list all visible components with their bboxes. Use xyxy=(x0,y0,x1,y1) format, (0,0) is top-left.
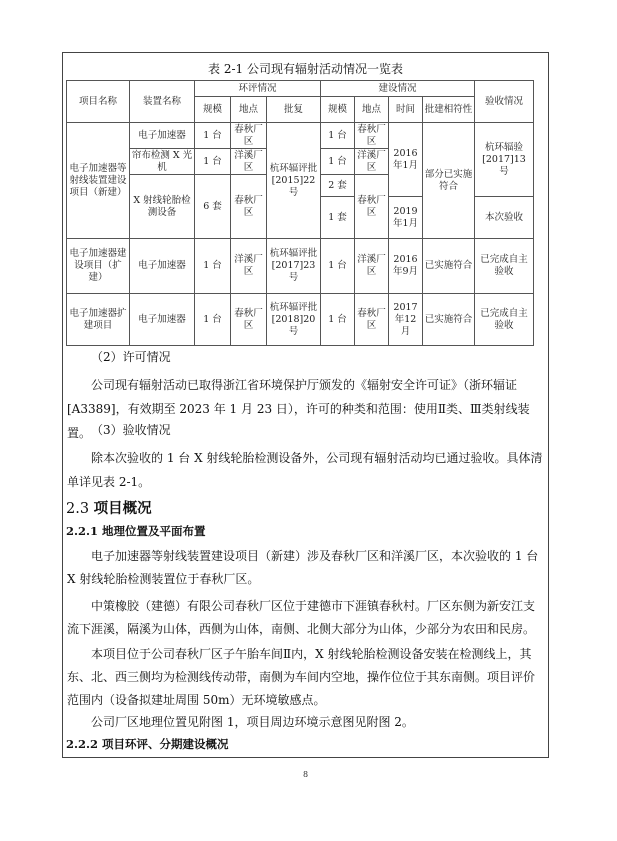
p1-approval: 杭环辐评批[2015]22号 xyxy=(267,123,321,239)
p1-device-1: 电子加速器 xyxy=(130,123,195,149)
header-eia-scale: 规模 xyxy=(195,97,231,123)
table-caption: 表 2-1 公司现有辐射活动情况一览表 xyxy=(208,62,403,76)
header-project-name: 项目名称 xyxy=(67,81,130,123)
p3-eia-scale: 1 台 xyxy=(195,294,231,346)
p3-build-location: 春秋厂区 xyxy=(355,294,389,346)
p1-build-scale-4: 1 套 xyxy=(321,197,355,239)
license-heading: （2）许可情况 xyxy=(91,350,171,364)
page-number: 8 xyxy=(302,770,309,779)
section-heading xyxy=(66,497,152,518)
p1-eia-scale-1: 1 台 xyxy=(195,123,231,149)
p2-build-location: 洋溪厂区 xyxy=(355,239,389,294)
header-time: 时间 xyxy=(389,97,423,123)
header-eia-group: 环评情况 xyxy=(195,81,321,97)
header-device-name: 装置名称 xyxy=(130,81,195,123)
p1-conformity: 部分已实施符合 xyxy=(423,123,475,239)
p2-project-name: 电子加速器建设项目（扩建） xyxy=(67,239,130,294)
section-number: 2.3 xyxy=(66,501,90,517)
p1-acceptance-1: 杭环辐验[2017]13 号 xyxy=(475,123,534,197)
location-paragraph-2: 中策橡胶（建德）有限公司春秋厂区位于建德市下涯镇春秋村。厂区东侧为新安江支流下涯溪，隔溪为山体，西侧为山体，南侧、北侧大部分为山体，少部分为农田和民房。 xyxy=(67,599,536,636)
radiation-activity-table xyxy=(66,80,534,346)
acceptance-heading: （3）验收情况 xyxy=(91,423,171,437)
header-build-location: 地点 xyxy=(355,97,389,123)
license-paragraph: 公司现有辐射活动已取得浙江省环境保护厅颁发的《辐射安全许可证》（浙环辐证[A3389]，有效期至 2023 年 1 月 23 日），许可的种类和范围：使用Ⅱ类、Ⅲ类射线装置。 xyxy=(67,378,530,440)
p1-build-scale-2: 1 台 xyxy=(321,149,355,175)
p3-acceptance: 已完成自主验收 xyxy=(475,294,534,346)
header-acceptance: 验收情况 xyxy=(475,81,534,123)
p3-time: 2017年12月 xyxy=(389,294,423,346)
p2-acceptance: 已完成自主验收 xyxy=(475,239,534,294)
p2-build-scale: 1 台 xyxy=(321,239,355,294)
p1-acceptance-2: 本次验收 xyxy=(475,197,534,239)
header-build-group: 建设情况 xyxy=(321,81,475,97)
p1-build-scale-3: 2 套 xyxy=(321,175,355,197)
p1-eia-scale-2: 1 台 xyxy=(195,149,231,175)
p1-eia-location-1: 春秋厂区 xyxy=(231,123,267,149)
p2-eia-scale: 1 台 xyxy=(195,239,231,294)
p1-build-location-2: 洋溪厂区 xyxy=(355,149,389,175)
location-paragraph-3: 本项目位于公司春秋厂区子午胎车间Ⅱ内，X 射线轮胎检测设备安装在检测线上，其东、北、西三侧均为检测线传动带，南侧为车间内空地，操作位位于其东南侧。项目评价范围内（设备拟建址周围 50m）无环境敏感点。 xyxy=(67,647,536,707)
header-eia-location: 地点 xyxy=(231,97,267,123)
p2-device: 电子加速器 xyxy=(130,239,195,294)
p1-device-3: X 射线轮胎检测设备 xyxy=(130,175,195,239)
header-conformity: 批建相符性 xyxy=(423,97,475,123)
p1-eia-scale-3: 6 套 xyxy=(195,175,231,239)
header-build-scale: 规模 xyxy=(321,97,355,123)
p3-build-scale: 1 台 xyxy=(321,294,355,346)
location-paragraph-1: 电子加速器等射线装置建设项目（新建）涉及春秋厂区和洋溪厂区，本次验收的 1 台 X 射线轮胎检测装置位于春秋厂区。 xyxy=(67,549,539,586)
acceptance-paragraph: 除本次验收的 1 台 X 射线轮胎检测设备外，公司现有辐射活动均已通过验收。具体清单详见表 2-1。 xyxy=(67,451,543,489)
p1-build-location-3: 春秋厂区 xyxy=(355,175,389,239)
p3-eia-location: 春秋厂区 xyxy=(231,294,267,346)
p1-build-scale-1: 1 台 xyxy=(321,123,355,149)
p3-approval: 杭环辐评批[2018]20号 xyxy=(267,294,321,346)
p2-approval: 杭环辐评批[2017]23号 xyxy=(267,239,321,294)
p1-time-2: 2019年1月 xyxy=(389,197,423,239)
p1-eia-location-3: 春秋厂区 xyxy=(231,175,267,239)
subsection-heading-1: 2.2.1 地理位置及平面布置 xyxy=(66,524,206,538)
subsection-heading-2: 2.2.2 项目环评、分期建设概况 xyxy=(66,737,229,751)
p2-conformity: 已实施符合 xyxy=(423,239,475,294)
section-title: 项目概况 xyxy=(93,500,152,517)
p1-device-2: 帘布检测 X 光机 xyxy=(130,149,195,175)
p3-project-name: 电子加速器扩建项目 xyxy=(67,294,130,346)
p1-project-name: 电子加速器等射线装置建设项目（新建） xyxy=(67,123,130,239)
p1-build-location-1: 春秋厂区 xyxy=(355,123,389,149)
p1-eia-location-2: 洋溪厂区 xyxy=(231,149,267,175)
p2-eia-location: 洋溪厂区 xyxy=(231,239,267,294)
p2-time: 2016年9月 xyxy=(389,239,423,294)
p3-conformity: 已实施符合 xyxy=(423,294,475,346)
header-approval: 批复 xyxy=(267,97,321,123)
p1-time-1: 2016年1月 xyxy=(389,123,423,197)
p3-device: 电子加速器 xyxy=(130,294,195,346)
location-paragraph-4: 公司厂区地理位置见附图 1，项目周边环境示意图见附图 2。 xyxy=(91,715,414,729)
